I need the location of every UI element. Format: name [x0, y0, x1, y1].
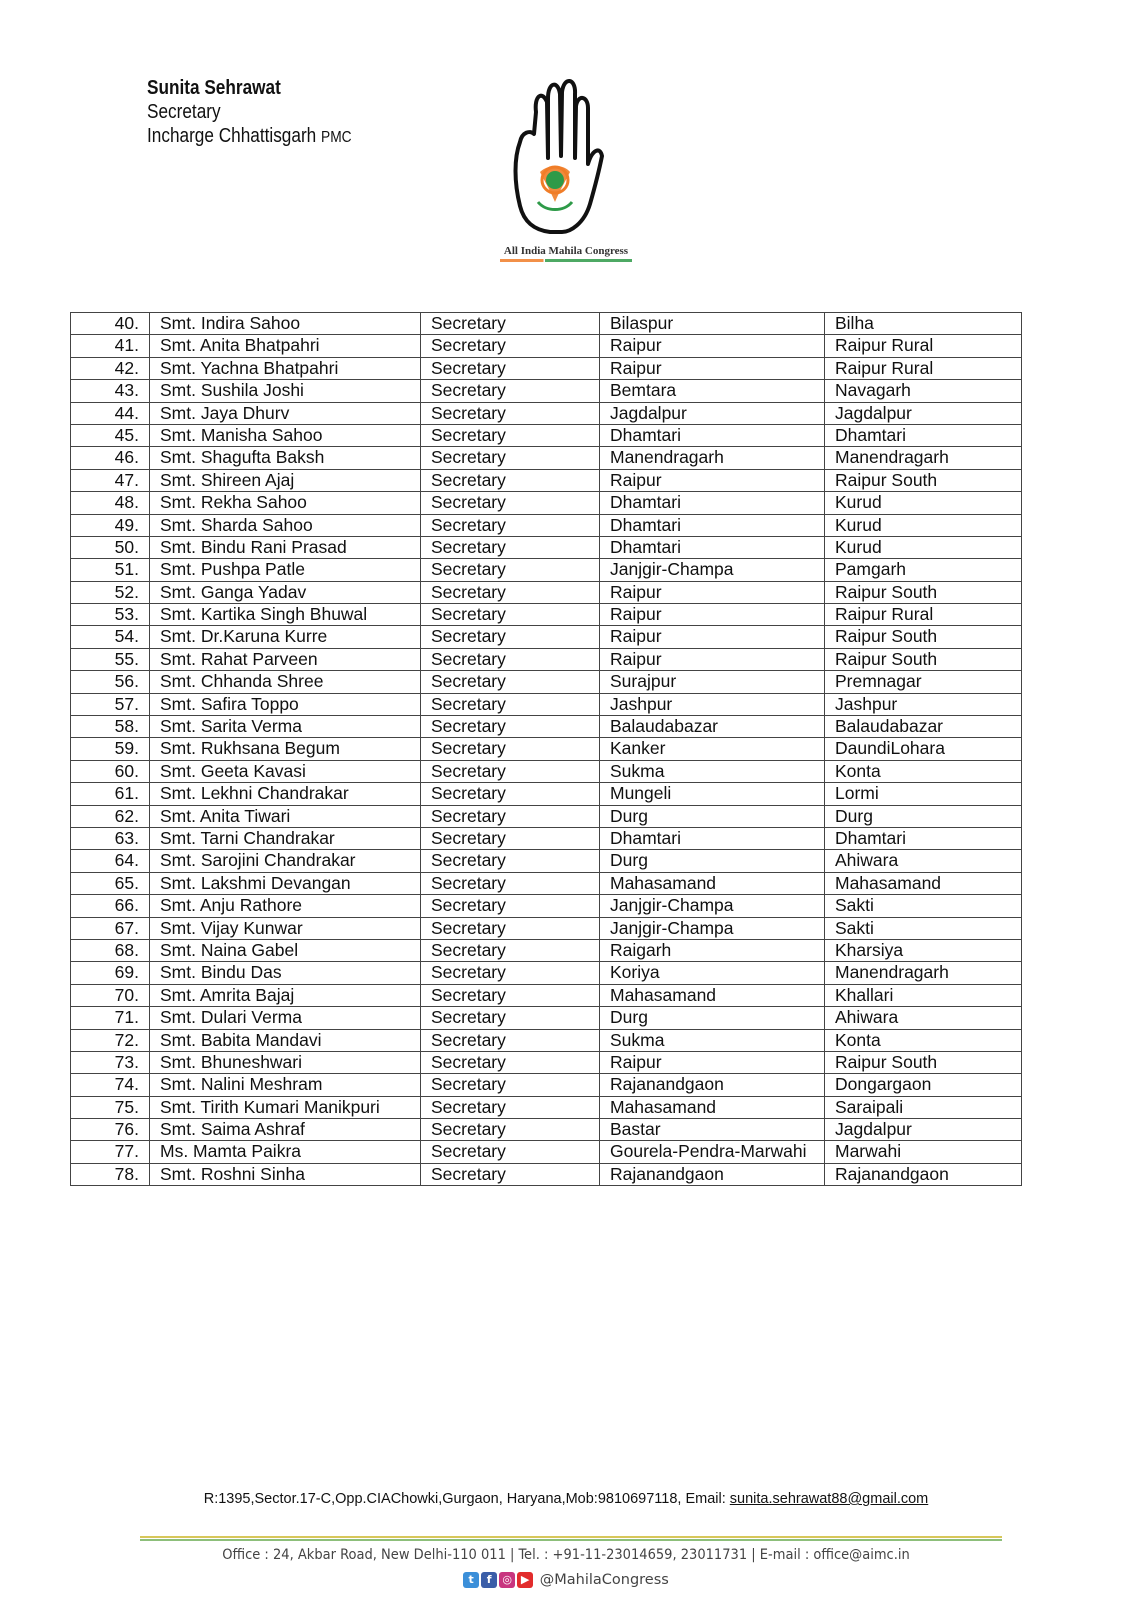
name-cell: Smt. Bindu Das [150, 962, 421, 984]
block-cell: DaundiLohara [825, 738, 1022, 760]
designation-cell: Secretary [421, 536, 600, 558]
district-cell: Raipur [600, 581, 825, 603]
designation-cell: Secretary [421, 671, 600, 693]
table-row [71, 783, 1022, 805]
serial-cell: 74. [71, 1074, 150, 1096]
block-cell: Ahiwara [825, 1007, 1022, 1029]
district-cell: Bemtara [600, 380, 825, 402]
table-row [71, 1096, 1022, 1118]
table-row [71, 536, 1022, 558]
district-cell: Raigarh [600, 939, 825, 961]
designation-cell: Secretary [421, 402, 600, 424]
district-cell: Rajanandgaon [600, 1074, 825, 1096]
serial-cell: 75. [71, 1096, 150, 1118]
district-cell: Mahasamand [600, 984, 825, 1006]
twitter-icon[interactable]: t [463, 1572, 479, 1588]
serial-cell: 64. [71, 850, 150, 872]
designation-cell: Secretary [421, 357, 600, 379]
name-cell: Smt. Indira Sahoo [150, 313, 421, 335]
district-cell: Mahasamand [600, 872, 825, 894]
serial-cell: 54. [71, 626, 150, 648]
social-bar [0, 1572, 1132, 1588]
serial-cell: 67. [71, 917, 150, 939]
designation-cell: Secretary [421, 716, 600, 738]
designation-cell: Secretary [421, 492, 600, 514]
block-cell: Mahasamand [825, 872, 1022, 894]
youtube-icon[interactable]: ▶ [517, 1572, 533, 1588]
district-cell: Mahasamand [600, 1096, 825, 1118]
designation-cell: Secretary [421, 827, 600, 849]
block-cell: Saraipali [825, 1096, 1022, 1118]
serial-cell: 73. [71, 1051, 150, 1073]
name-cell: Smt. Kartika Singh Bhuwal [150, 604, 421, 626]
district-cell: Raipur [600, 335, 825, 357]
district-cell: Janjgir-Champa [600, 559, 825, 581]
table-row [71, 1119, 1022, 1141]
district-cell: Durg [600, 805, 825, 827]
designation-cell: Secretary [421, 1096, 600, 1118]
table-row [71, 1029, 1022, 1051]
block-cell: Pamgarh [825, 559, 1022, 581]
table-row [71, 469, 1022, 491]
designation-cell: Secretary [421, 1051, 600, 1073]
block-cell: Konta [825, 1029, 1022, 1051]
name-cell: Smt. Naina Gabel [150, 939, 421, 961]
name-cell: Smt. Sarojini Chandrakar [150, 850, 421, 872]
district-cell: Janjgir-Champa [600, 895, 825, 917]
name-cell: Ms. Mamta Paikra [150, 1141, 421, 1163]
serial-cell: 70. [71, 984, 150, 1006]
district-cell: Raipur [600, 1051, 825, 1073]
name-cell: Smt. Nalini Meshram [150, 1074, 421, 1096]
sender-name: Sunita Sehrawat [147, 77, 281, 99]
district-cell: Dhamtari [600, 514, 825, 536]
block-cell: Sakti [825, 895, 1022, 917]
name-cell: Smt. Yachna Bhatpahri [150, 357, 421, 379]
name-cell: Smt. Rukhsana Begum [150, 738, 421, 760]
block-cell: Durg [825, 805, 1022, 827]
table-row [71, 962, 1022, 984]
designation-cell: Secretary [421, 962, 600, 984]
name-cell: Smt. Manisha Sahoo [150, 424, 421, 446]
designation-cell: Secretary [421, 581, 600, 603]
block-cell: Kurud [825, 492, 1022, 514]
name-cell: Smt. Vijay Kunwar [150, 917, 421, 939]
designation-cell: Secretary [421, 939, 600, 961]
designation-cell: Secretary [421, 872, 600, 894]
name-cell: Smt. Dulari Verma [150, 1007, 421, 1029]
serial-cell: 59. [71, 738, 150, 760]
serial-cell: 57. [71, 693, 150, 715]
block-cell: Navagarh [825, 380, 1022, 402]
district-cell: Manendragarh [600, 447, 825, 469]
table-row [71, 872, 1022, 894]
table-row [71, 1163, 1022, 1185]
block-cell: Kurud [825, 514, 1022, 536]
logo-caption: All India Mahila Congress [503, 245, 629, 257]
name-cell: Smt. Bindu Rani Prasad [150, 536, 421, 558]
serial-cell: 77. [71, 1141, 150, 1163]
block-cell: Raipur South [825, 648, 1022, 670]
table-row [71, 335, 1022, 357]
designation-cell: Secretary [421, 1119, 600, 1141]
designation-cell: Secretary [421, 559, 600, 581]
incharge-suffix: PMC [321, 129, 352, 146]
designation-cell: Secretary [421, 1029, 600, 1051]
designation-cell: Secretary [421, 313, 600, 335]
serial-cell: 60. [71, 760, 150, 782]
table-row [71, 827, 1022, 849]
table-row [71, 581, 1022, 603]
block-cell: Raipur Rural [825, 335, 1022, 357]
table-row [71, 559, 1022, 581]
serial-cell: 52. [71, 581, 150, 603]
block-cell: Raipur South [825, 626, 1022, 648]
name-cell: Smt. Bhuneshwari [150, 1051, 421, 1073]
name-cell: Smt. Sharda Sahoo [150, 514, 421, 536]
block-cell: Dhamtari [825, 424, 1022, 446]
table-row [71, 671, 1022, 693]
district-cell: Janjgir-Champa [600, 917, 825, 939]
name-cell: Smt. Rekha Sahoo [150, 492, 421, 514]
serial-cell: 51. [71, 559, 150, 581]
name-cell: Smt. Anita Bhatpahri [150, 335, 421, 357]
table-body [71, 313, 1022, 1186]
table-row [71, 492, 1022, 514]
name-cell: Smt. Geeta Kavasi [150, 760, 421, 782]
block-cell: Dhamtari [825, 827, 1022, 849]
serial-cell: 43. [71, 380, 150, 402]
serial-cell: 56. [71, 671, 150, 693]
block-cell: Kurud [825, 536, 1022, 558]
designation-cell: Secretary [421, 514, 600, 536]
district-cell: Rajanandgaon [600, 1163, 825, 1185]
serial-cell: 61. [71, 783, 150, 805]
district-cell: Raipur [600, 469, 825, 491]
block-cell: Raipur Rural [825, 357, 1022, 379]
table-row [71, 1007, 1022, 1029]
serial-cell: 42. [71, 357, 150, 379]
table-row [71, 1051, 1022, 1073]
table-row [71, 313, 1022, 335]
table-row [71, 895, 1022, 917]
designation-cell: Secretary [421, 1141, 600, 1163]
block-cell: Ahiwara [825, 850, 1022, 872]
designation-cell: Secretary [421, 850, 600, 872]
designation-cell: Secretary [421, 424, 600, 446]
table-row [71, 805, 1022, 827]
serial-cell: 63. [71, 827, 150, 849]
designation-cell: Secretary [421, 1074, 600, 1096]
name-cell: Smt. Lekhni Chandrakar [150, 783, 421, 805]
district-cell: Dhamtari [600, 536, 825, 558]
table-row [71, 939, 1022, 961]
sender-incharge [147, 124, 352, 150]
table-row [71, 917, 1022, 939]
block-cell: Jashpur [825, 693, 1022, 715]
district-cell: Dhamtari [600, 827, 825, 849]
serial-cell: 55. [71, 648, 150, 670]
serial-cell: 45. [71, 424, 150, 446]
district-cell: Sukma [600, 1029, 825, 1051]
serial-cell: 53. [71, 604, 150, 626]
serial-cell: 46. [71, 447, 150, 469]
name-cell: Smt. Anju Rathore [150, 895, 421, 917]
district-cell: Raipur [600, 626, 825, 648]
table-row [71, 1141, 1022, 1163]
district-cell: Dhamtari [600, 492, 825, 514]
block-cell: Bilha [825, 313, 1022, 335]
serial-cell: 50. [71, 536, 150, 558]
serial-cell: 41. [71, 335, 150, 357]
name-cell: Smt. Safira Toppo [150, 693, 421, 715]
name-cell: Smt. Shagufta Baksh [150, 447, 421, 469]
block-cell: Raipur South [825, 581, 1022, 603]
block-cell: Khallari [825, 984, 1022, 1006]
district-cell: Mungeli [600, 783, 825, 805]
serial-cell: 49. [71, 514, 150, 536]
designation-cell: Secretary [421, 626, 600, 648]
serial-cell: 71. [71, 1007, 150, 1029]
designation-cell: Secretary [421, 1163, 600, 1185]
social-handle[interactable]: @MahilaCongress [539, 1572, 669, 1588]
name-cell: Smt. Dr.Karuna Kurre [150, 626, 421, 648]
district-cell: Kanker [600, 738, 825, 760]
district-cell: Koriya [600, 962, 825, 984]
block-cell: Raipur South [825, 469, 1022, 491]
table-row [71, 716, 1022, 738]
name-cell: Smt. Tarni Chandrakar [150, 827, 421, 849]
table-row [71, 604, 1022, 626]
table-row [71, 693, 1022, 715]
name-cell: Smt. Amrita Bajaj [150, 984, 421, 1006]
table-row [71, 424, 1022, 446]
serial-cell: 44. [71, 402, 150, 424]
district-cell: Raipur [600, 357, 825, 379]
name-cell: Smt. Rahat Parveen [150, 648, 421, 670]
serial-cell: 58. [71, 716, 150, 738]
name-cell: Smt. Shireen Ajaj [150, 469, 421, 491]
name-cell: Smt. Saima Ashraf [150, 1119, 421, 1141]
district-cell: Raipur [600, 648, 825, 670]
office-bearers-table [70, 312, 1022, 1186]
table-row [71, 447, 1022, 469]
name-cell: Smt. Anita Tiwari [150, 805, 421, 827]
designation-cell: Secretary [421, 648, 600, 670]
name-cell: Smt. Sushila Joshi [150, 380, 421, 402]
table-row [71, 402, 1022, 424]
block-cell: Marwahi [825, 1141, 1022, 1163]
district-cell: Sukma [600, 760, 825, 782]
sender-title: Secretary [147, 101, 221, 123]
incharge-text: Incharge Chhattisgarh [147, 125, 317, 147]
serial-cell: 40. [71, 313, 150, 335]
designation-cell: Secretary [421, 447, 600, 469]
office-address: Office : 24, Akbar Road, New Delhi-110 011 | Tel. : +91-11-23014659, 23011731 | E-mail : office@aimc.in [222, 1547, 910, 1563]
block-cell: Jagdalpur [825, 402, 1022, 424]
footer-rule-green [140, 1539, 1002, 1541]
district-cell: Raipur [600, 604, 825, 626]
address-text: R:1395,Sector.17-C,Opp.CIAChowki,Gurgaon, Haryana,Mob:9810697118, Email: [203, 1491, 730, 1507]
designation-cell: Secretary [421, 738, 600, 760]
designation-cell: Secretary [421, 783, 600, 805]
district-cell: Jagdalpur [600, 402, 825, 424]
designation-cell: Secretary [421, 380, 600, 402]
block-cell: Premnagar [825, 671, 1022, 693]
name-cell: Smt. Lakshmi Devangan [150, 872, 421, 894]
block-cell: Jagdalpur [825, 1119, 1022, 1141]
instagram-icon[interactable]: ◎ [499, 1572, 515, 1588]
block-cell: Konta [825, 760, 1022, 782]
block-cell: Balaudabazar [825, 716, 1022, 738]
block-cell: Manendragarh [825, 447, 1022, 469]
table-row [71, 760, 1022, 782]
block-cell: Sakti [825, 917, 1022, 939]
name-cell: Smt. Jaya Dhurv [150, 402, 421, 424]
table-row [71, 738, 1022, 760]
block-cell: Raipur South [825, 1051, 1022, 1073]
serial-cell: 48. [71, 492, 150, 514]
table-row [71, 626, 1022, 648]
table-row [71, 648, 1022, 670]
serial-cell: 65. [71, 872, 150, 894]
serial-cell: 69. [71, 962, 150, 984]
serial-cell: 72. [71, 1029, 150, 1051]
designation-cell: Secretary [421, 693, 600, 715]
name-cell: Smt. Babita Mandavi [150, 1029, 421, 1051]
serial-cell: 47. [71, 469, 150, 491]
serial-cell: 62. [71, 805, 150, 827]
block-cell: Manendragarh [825, 962, 1022, 984]
designation-cell: Secretary [421, 469, 600, 491]
name-cell: Smt. Tirith Kumari Manikpuri [150, 1096, 421, 1118]
table-row [71, 984, 1022, 1006]
logo-tricolor-bar [500, 259, 632, 262]
designation-cell: Secretary [421, 805, 600, 827]
serial-cell: 66. [71, 895, 150, 917]
designation-cell: Secretary [421, 895, 600, 917]
designation-cell: Secretary [421, 1007, 600, 1029]
table-row [71, 1074, 1022, 1096]
facebook-icon[interactable]: f [481, 1572, 497, 1588]
serial-cell: 78. [71, 1163, 150, 1185]
table-row [71, 850, 1022, 872]
name-cell: Smt. Sarita Verma [150, 716, 421, 738]
district-cell: Gourela-Pendra-Marwahi [600, 1141, 825, 1163]
district-cell: Bilaspur [600, 313, 825, 335]
name-cell: Smt. Chhanda Shree [150, 671, 421, 693]
table-row [71, 380, 1022, 402]
block-cell: Raipur Rural [825, 604, 1022, 626]
district-cell: Bastar [600, 1119, 825, 1141]
serial-cell: 76. [71, 1119, 150, 1141]
serial-cell: 68. [71, 939, 150, 961]
designation-cell: Secretary [421, 917, 600, 939]
designation-cell: Secretary [421, 984, 600, 1006]
designation-cell: Secretary [421, 760, 600, 782]
designation-cell: Secretary [421, 335, 600, 357]
block-cell: Lormi [825, 783, 1022, 805]
district-cell: Surajpur [600, 671, 825, 693]
footer-rule-gold [140, 1536, 1002, 1538]
name-cell: Smt. Ganga Yadav [150, 581, 421, 603]
block-cell: Kharsiya [825, 939, 1022, 961]
block-cell: Dongargaon [825, 1074, 1022, 1096]
table-row [71, 514, 1022, 536]
hand-logo-icon [490, 72, 640, 262]
district-cell: Balaudabazar [600, 716, 825, 738]
district-cell: Jashpur [600, 693, 825, 715]
table-row [71, 357, 1022, 379]
designation-cell: Secretary [421, 604, 600, 626]
block-cell: Rajanandgaon [825, 1163, 1022, 1185]
district-cell: Dhamtari [600, 424, 825, 446]
letterhead [147, 76, 385, 150]
address-line [0, 1491, 1132, 1507]
name-cell: Smt. Pushpa Patle [150, 559, 421, 581]
name-cell: Smt. Roshni Sinha [150, 1163, 421, 1185]
email-link[interactable]: sunita.sehrawat88@gmail.com [729, 1491, 929, 1507]
district-cell: Durg [600, 1007, 825, 1029]
district-cell: Durg [600, 850, 825, 872]
